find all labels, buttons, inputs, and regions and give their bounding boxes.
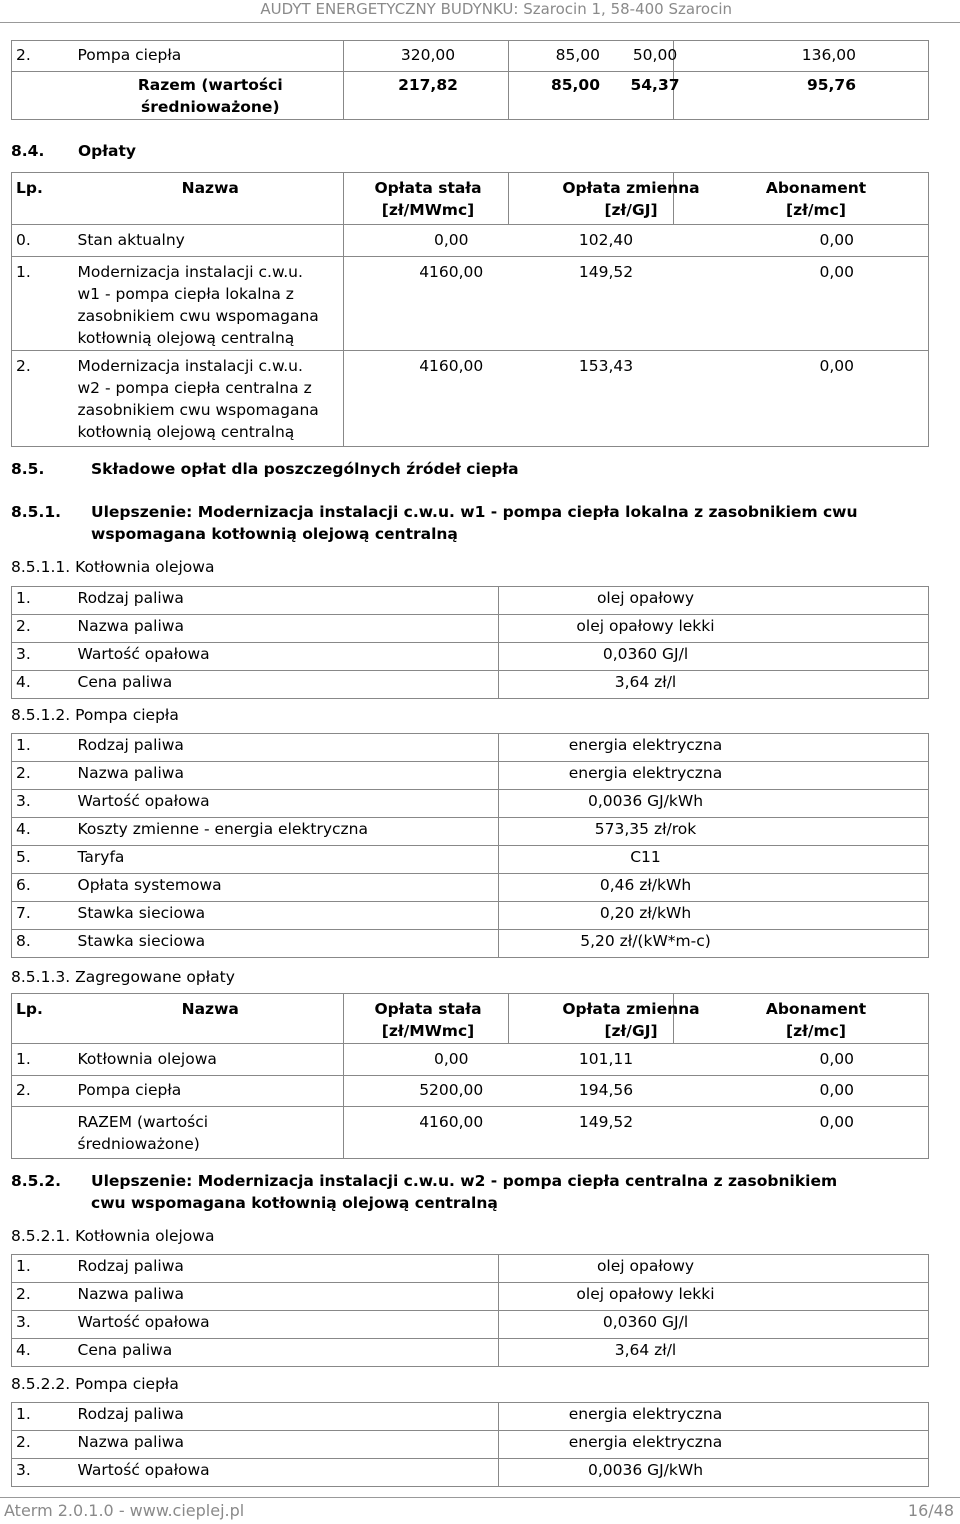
row-lp: 1. [12, 1403, 74, 1431]
table-row [12, 1459, 929, 1487]
row-value: energia elektryczna [499, 762, 929, 790]
total-value: 54,37 [630, 76, 680, 94]
row-value: olej opałowy [499, 1255, 929, 1283]
footer-divider [0, 1497, 960, 1498]
col-header-fixed-unit: [zł/MWmc] [381, 201, 475, 219]
subsection-title: 8.5.1.1. Kotłownia olejowa [11, 558, 215, 576]
row-name: Nazwa paliwa [74, 762, 499, 790]
col-header-subscription-unit: [zł/mc] [786, 201, 846, 219]
section-title-line1: Ulepszenie: Modernizacja instalacji c.w.u. w2 - pompa ciepła centralna z zasobnikiem [91, 1172, 838, 1190]
col-header-name: Nazwa [74, 173, 344, 225]
table-row [12, 615, 929, 643]
table-row [12, 1283, 929, 1311]
row-lp: 2. [12, 615, 74, 643]
table-header-row [12, 173, 929, 225]
row-name-line: zasobnikiem cwu wspomagana [77, 307, 319, 325]
section-8-4-heading [11, 142, 136, 160]
row-value: C11 [499, 846, 929, 874]
col-header-fixed: Opłata stała [374, 1000, 482, 1018]
row-value: 149,52 [509, 257, 674, 351]
row-name-line: Modernizacja instalacji c.w.u. [77, 263, 303, 281]
row-name: Nazwa paliwa [74, 615, 499, 643]
row-value: 0,0360 GJ/l [499, 643, 929, 671]
table-row [12, 930, 929, 958]
row-value: 0,20 zł/kWh [499, 902, 929, 930]
row-lp: 1. [12, 1255, 74, 1283]
page-number: 16/48 [907, 1501, 954, 1520]
col-header-subscription: Abonament [765, 1000, 867, 1018]
subsection-title: 8.5.2.1. Kotłownia olejowa [11, 1227, 215, 1245]
row-lp: 7. [12, 902, 74, 930]
table-row [12, 643, 929, 671]
row-lp: 1. [12, 257, 74, 351]
row-value: 149,52 [509, 1107, 674, 1159]
row-name: Rodzaj paliwa [74, 1403, 499, 1431]
row-value: 0,00 [674, 1044, 929, 1076]
row-name-line: kotłownią olejową centralną [77, 423, 295, 441]
row-name: Stan aktualny [74, 225, 344, 257]
table-row [12, 874, 929, 902]
col-header-variable-unit: [zł/GJ] [604, 201, 658, 219]
page-header [0, 0, 960, 22]
sources-summary-table [11, 40, 929, 120]
row-name: Rodzaj paliwa [74, 734, 499, 762]
table-row [12, 351, 929, 447]
subsection-title: 8.5.2.2. Pompa ciepła [11, 1375, 179, 1393]
col-header-lp: Lp. [12, 994, 74, 1044]
section-8-5-heading [11, 460, 519, 478]
row-value: 573,35 zł/rok [499, 818, 929, 846]
total-label-line2: średnioważone) [77, 1135, 200, 1153]
row-lp: 1. [12, 587, 74, 615]
col-header-fixed: Opłata stała [374, 179, 482, 197]
table-row [12, 257, 929, 351]
subsection-title: 8.5.1.3. Zagregowane opłaty [11, 968, 235, 986]
row-lp: 6. [12, 874, 74, 902]
row-name: Rodzaj paliwa [74, 587, 499, 615]
col-header-variable: Opłata zmienna [562, 1000, 700, 1018]
table-row-total [12, 72, 929, 120]
total-value: 95,76 [674, 72, 929, 120]
row-value: energia elektryczna [499, 1403, 929, 1431]
row-name: Cena paliwa [74, 671, 499, 699]
total-value: 217,82 [398, 76, 458, 94]
section-number: 8.5.2. [11, 1172, 62, 1190]
row-lp: 2. [12, 41, 74, 72]
row-value: 0,00 [344, 1044, 509, 1076]
row-lp: 2. [12, 762, 74, 790]
section-title-line2: cwu wspomagana kotłownią olejową centralną [91, 1194, 498, 1212]
row-value: 0,46 zł/kWh [499, 874, 929, 902]
header-title: AUDYT ENERGETYCZNY BUDYNKU: Szarocin 1, 58-400 Szarocin [260, 0, 732, 18]
table-row [12, 734, 929, 762]
row-name: Nazwa paliwa [74, 1431, 499, 1459]
row-value: 0,00 [674, 1107, 929, 1159]
row-name: Wartość opałowa [74, 1311, 499, 1339]
section-number: 8.4. [11, 142, 45, 160]
section-title: Opłaty [78, 142, 136, 160]
table-row [12, 818, 929, 846]
col-header-subscription-unit: [zł/mc] [786, 1022, 846, 1040]
row-name: Pompa ciepła [74, 1076, 344, 1107]
row-name-line: kotłownią olejową centralną [77, 329, 295, 347]
row-name: Pompa ciepła [74, 41, 344, 72]
row-lp: 4. [12, 671, 74, 699]
fuel-table-heatpump-2 [11, 1402, 929, 1487]
row-lp: 1. [12, 734, 74, 762]
table-row [12, 762, 929, 790]
fuel-table-heatpump [11, 733, 929, 958]
section-number: 8.5.1. [11, 503, 62, 521]
table-row [12, 41, 929, 72]
row-name-line: Modernizacja instalacji c.w.u. [77, 357, 303, 375]
row-value: 3,64 zł/l [499, 671, 929, 699]
total-label-line2: średnioważone) [140, 98, 280, 116]
table-row [12, 902, 929, 930]
table-row [12, 671, 929, 699]
table-row [12, 1255, 929, 1283]
total-value: 85,00 [550, 76, 600, 94]
total-label-line1: Razem (wartości [137, 76, 283, 94]
row-value: 4160,00 [344, 257, 509, 351]
row-value: olej opałowy [499, 587, 929, 615]
table-row [12, 587, 929, 615]
row-value: 0,00 [344, 225, 509, 257]
row-value: 320,00 [400, 46, 456, 64]
table-row [12, 1076, 929, 1107]
row-value: 194,56 [509, 1076, 674, 1107]
row-value: 0,0360 GJ/l [499, 1311, 929, 1339]
col-header-variable-unit: [zł/GJ] [604, 1022, 658, 1040]
table-row [12, 1339, 929, 1367]
row-value: 85,00 [555, 46, 600, 64]
table-row [12, 1044, 929, 1076]
aggregated-fees-table [11, 993, 929, 1159]
table-row [12, 846, 929, 874]
row-value: 153,43 [509, 351, 674, 447]
table-row [12, 1431, 929, 1459]
total-label-line1: RAZEM (wartości [77, 1113, 209, 1131]
row-name: Stawka sieciowa [74, 930, 499, 958]
row-lp: 3. [12, 790, 74, 818]
row-value: 4160,00 [344, 351, 509, 447]
section-title-line2: wspomagana kotłownią olejową centralną [91, 525, 458, 543]
row-lp: 5. [12, 846, 74, 874]
row-value: 50,00 [632, 46, 678, 64]
row-name: Stawka sieciowa [74, 902, 499, 930]
row-lp: 3. [12, 1459, 74, 1487]
row-name-line: w1 - pompa ciepła lokalna z [77, 285, 294, 303]
row-lp: 2. [12, 351, 74, 447]
section-8-5-2-heading [11, 1172, 838, 1212]
row-name-line: w2 - pompa ciepła centralna z [77, 379, 312, 397]
subsection-title: 8.5.1.2. Pompa ciepła [11, 706, 179, 724]
section-number: 8.5. [11, 460, 45, 478]
row-value: 0,0036 GJ/kWh [499, 1459, 929, 1487]
col-header-lp: Lp. [12, 173, 74, 225]
row-lp: 2. [12, 1076, 74, 1107]
row-lp: 3. [12, 1311, 74, 1339]
row-value: 0,00 [674, 257, 929, 351]
fuel-table-oil [11, 586, 929, 699]
row-name-line: zasobnikiem cwu wspomagana [77, 401, 319, 419]
row-lp: 3. [12, 643, 74, 671]
row-name: Rodzaj paliwa [74, 1255, 499, 1283]
row-value: energia elektryczna [499, 734, 929, 762]
row-value: 3,64 zł/l [499, 1339, 929, 1367]
row-lp: 0. [12, 225, 74, 257]
row-value: energia elektryczna [499, 1431, 929, 1459]
row-value: 0,0036 GJ/kWh [499, 790, 929, 818]
col-header-variable: Opłata zmienna [562, 179, 700, 197]
table-row [12, 1311, 929, 1339]
row-name: Wartość opałowa [74, 790, 499, 818]
row-lp: 2. [12, 1431, 74, 1459]
row-lp: 4. [12, 1339, 74, 1367]
row-name: Opłata systemowa [74, 874, 499, 902]
row-value: 102,40 [509, 225, 674, 257]
section-title-line1: Ulepszenie: Modernizacja instalacji c.w.u. w1 - pompa ciepła lokalna z zasobnikiem cwu [91, 503, 858, 521]
row-lp: 1. [12, 1044, 74, 1076]
table-row [12, 790, 929, 818]
row-value: 136,00 [674, 41, 929, 72]
row-value: 101,11 [509, 1044, 674, 1076]
row-lp: 8. [12, 930, 74, 958]
header-divider [0, 22, 960, 23]
footer-software-link[interactable]: Aterm 2.0.1.0 - www.cieplej.pl [4, 1501, 245, 1520]
row-name: Nazwa paliwa [74, 1283, 499, 1311]
row-name: Taryfa [74, 846, 499, 874]
row-name: Wartość opałowa [74, 643, 499, 671]
section-title: Składowe opłat dla poszczególnych źródeł ciepła [91, 460, 519, 478]
row-value: 0,00 [674, 1076, 929, 1107]
fees-table [11, 172, 929, 447]
row-name: Koszty zmienne - energia elektryczna [74, 818, 499, 846]
row-value: 0,00 [674, 225, 929, 257]
row-name: Wartość opałowa [74, 1459, 499, 1487]
col-header-fixed-unit: [zł/MWmc] [381, 1022, 475, 1040]
row-lp: 2. [12, 1283, 74, 1311]
col-header-name: Nazwa [74, 994, 344, 1044]
row-value: olej opałowy lekki [499, 1283, 929, 1311]
row-name: Kotłownia olejowa [74, 1044, 344, 1076]
row-name: Cena paliwa [74, 1339, 499, 1367]
table-row-total [12, 1107, 929, 1159]
row-value: olej opałowy lekki [499, 615, 929, 643]
row-value: 4160,00 [344, 1107, 509, 1159]
section-8-5-1-heading [11, 503, 858, 543]
table-row [12, 1403, 929, 1431]
fuel-table-oil-2 [11, 1254, 929, 1367]
col-header-subscription: Abonament [765, 179, 867, 197]
table-row [12, 225, 929, 257]
row-lp: 4. [12, 818, 74, 846]
row-lp [12, 1107, 74, 1159]
table-header-row [12, 994, 929, 1044]
row-value: 5200,00 [344, 1076, 509, 1107]
page-footer [0, 1497, 960, 1524]
row-value: 0,00 [674, 351, 929, 447]
row-value: 5,20 zł/(kW*m-c) [499, 930, 929, 958]
